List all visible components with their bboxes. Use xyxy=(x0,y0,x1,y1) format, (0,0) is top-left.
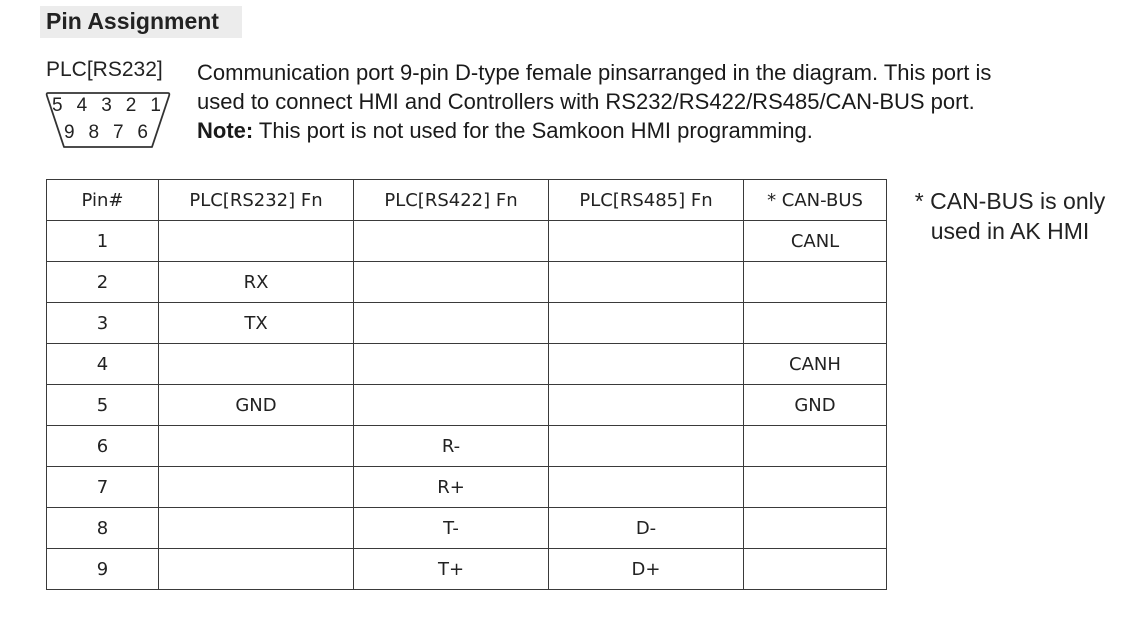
table-cell: 6 xyxy=(47,426,159,467)
note-text: This port is not used for the Samkoon HMI programming. xyxy=(253,118,813,143)
table-cell xyxy=(549,344,744,385)
table-cell xyxy=(354,344,549,385)
page-title: Pin Assignment xyxy=(46,8,219,34)
table-cell xyxy=(159,549,354,590)
table-cell xyxy=(549,426,744,467)
column-header: PLC[RS485] Fn xyxy=(549,180,744,221)
description-line: Communication port 9-pin D-type female pinsarranged in the diagram. This port is xyxy=(197,60,992,85)
footnote-line: used in AK HMI xyxy=(930,218,1090,244)
table-cell: 1 xyxy=(47,221,159,262)
table-cell: CANH xyxy=(744,344,887,385)
pin-number: 5 xyxy=(52,95,66,116)
table-cell: 7 xyxy=(47,467,159,508)
table-cell xyxy=(744,426,887,467)
column-header: * CAN-BUS xyxy=(744,180,887,221)
pin-number: 9 xyxy=(64,122,75,143)
note-line xyxy=(197,116,1117,145)
table-cell: R+ xyxy=(354,467,549,508)
table-cell xyxy=(159,508,354,549)
table-cell: 8 xyxy=(47,508,159,549)
footnote-line: * CAN-BUS is only xyxy=(914,188,1106,214)
table-cell xyxy=(549,221,744,262)
pin-number: 1 xyxy=(150,95,164,116)
table-cell xyxy=(354,221,549,262)
table-row xyxy=(47,221,887,262)
table-row xyxy=(47,262,887,303)
port-label: PLC[RS232] xyxy=(46,58,163,81)
table-header-row xyxy=(47,180,887,221)
table-cell: D- xyxy=(549,508,744,549)
table-cell: T- xyxy=(354,508,549,549)
port-description xyxy=(197,58,1117,145)
table-cell: T+ xyxy=(354,549,549,590)
table-row xyxy=(47,467,887,508)
table-cell: TX xyxy=(159,303,354,344)
pin-number: 7 xyxy=(112,122,124,143)
table-cell xyxy=(744,467,887,508)
table-cell xyxy=(744,303,887,344)
pin-number: 2 xyxy=(125,95,140,116)
table-cell: 2 xyxy=(47,262,159,303)
table-cell xyxy=(744,262,887,303)
table-cell: 4 xyxy=(47,344,159,385)
description-line: used to connect HMI and Controllers with RS232/RS422/RS485/CAN-BUS port. xyxy=(197,89,975,114)
column-header: Pin# xyxy=(47,180,159,221)
table-row xyxy=(47,549,887,590)
table-cell: GND xyxy=(159,385,354,426)
table-cell: R- xyxy=(354,426,549,467)
pin-number: 8 xyxy=(88,122,100,143)
table-cell: RX xyxy=(159,262,354,303)
can-bus-footnote xyxy=(905,186,1115,246)
pin-number: 6 xyxy=(137,122,148,143)
table-cell xyxy=(549,262,744,303)
column-header: PLC[RS422] Fn xyxy=(354,180,549,221)
connector-pins-bottom xyxy=(64,122,148,144)
table-cell xyxy=(549,385,744,426)
note-label: Note: xyxy=(197,118,254,143)
table-cell xyxy=(549,303,744,344)
table-cell: D+ xyxy=(549,549,744,590)
table-cell xyxy=(159,221,354,262)
table-cell xyxy=(549,467,744,508)
table-cell xyxy=(159,344,354,385)
table-row xyxy=(47,303,887,344)
table-row xyxy=(47,385,887,426)
pin-number: 3 xyxy=(101,95,115,116)
table-cell: 3 xyxy=(47,303,159,344)
table-row xyxy=(47,344,887,385)
table-cell xyxy=(744,508,887,549)
table-cell xyxy=(159,426,354,467)
table-cell: GND xyxy=(744,385,887,426)
table-cell xyxy=(354,303,549,344)
pin-number: 4 xyxy=(76,95,91,116)
column-header: PLC[RS232] Fn xyxy=(159,180,354,221)
table-cell xyxy=(354,385,549,426)
table-cell xyxy=(159,467,354,508)
table-cell: 9 xyxy=(47,549,159,590)
table-cell: 5 xyxy=(47,385,159,426)
table-cell: CANL xyxy=(744,221,887,262)
table-cell xyxy=(744,549,887,590)
connector-pins-top xyxy=(52,95,164,117)
pin-assignment-table xyxy=(46,179,887,590)
table-row xyxy=(47,426,887,467)
table-cell xyxy=(354,262,549,303)
table-row xyxy=(47,508,887,549)
